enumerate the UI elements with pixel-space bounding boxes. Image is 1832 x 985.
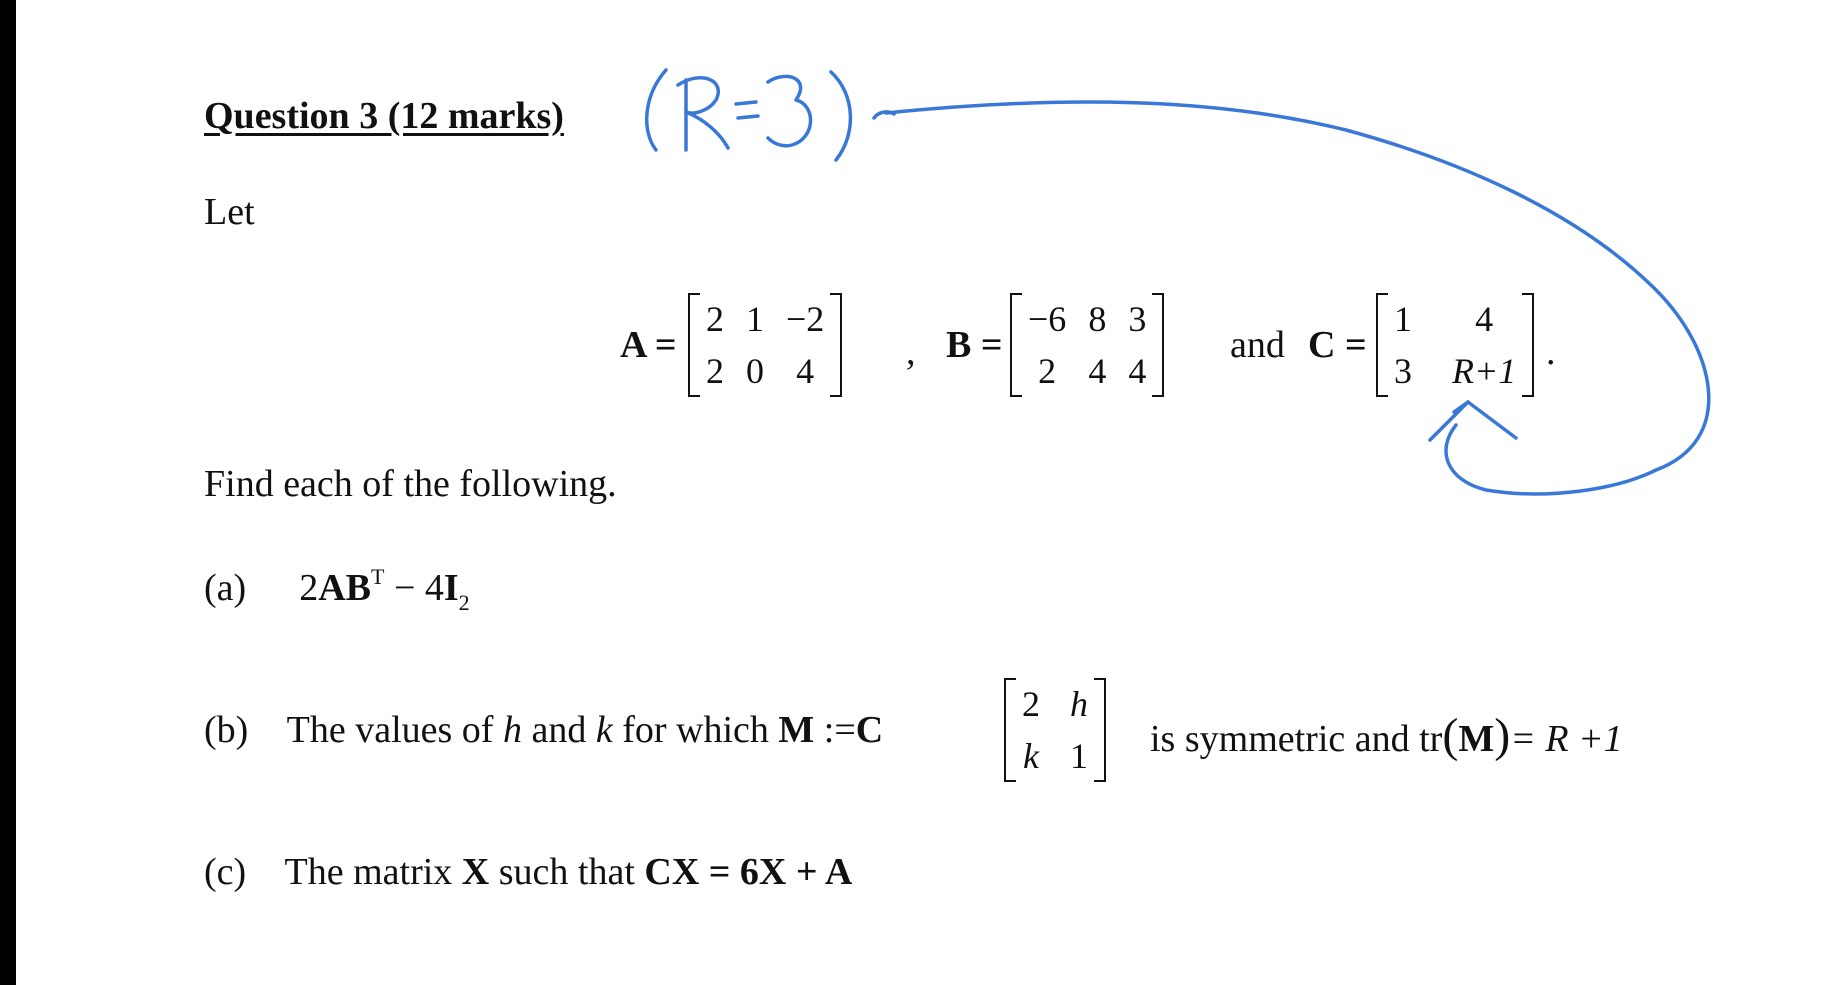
question-heading: Question 3 (12 marks)	[204, 95, 564, 137]
matrix-c-period: .	[1546, 331, 1556, 373]
var-h: h	[502, 709, 522, 751]
cell: 2	[706, 299, 724, 339]
subscript: 2	[458, 590, 470, 615]
cell: 2	[1022, 684, 1040, 724]
cell: 3	[1128, 299, 1147, 339]
cell: 1	[1394, 299, 1412, 339]
cell: 8	[1088, 299, 1107, 339]
text: is symmetric and	[1150, 718, 1410, 760]
part-b-tail: is symmetric and tr(M)= R +1	[1150, 709, 1623, 762]
cell: 3	[1394, 351, 1412, 391]
cell: −2	[786, 299, 825, 339]
text: The matrix	[284, 851, 453, 893]
transpose: T	[370, 564, 385, 589]
left-edge-bar	[0, 0, 16, 985]
cell: 2	[1038, 351, 1057, 391]
cell: k	[1023, 736, 1039, 776]
var-k: k	[595, 709, 613, 751]
part-c-label: (c)	[204, 851, 247, 893]
arrowhead-stroke	[1430, 402, 1516, 440]
minus: −	[393, 567, 416, 609]
question-page	[16, 0, 1832, 985]
handwritten-annotation	[16, 0, 1832, 985]
cell: 4	[1128, 351, 1147, 391]
matrix-product: AB	[318, 567, 371, 609]
open-paren-stroke	[647, 70, 666, 150]
part-b-label: (b)	[204, 709, 249, 751]
matrix-m: M	[778, 709, 815, 751]
equals-stroke	[736, 102, 758, 118]
matrix-a-comma: ,	[906, 331, 916, 373]
rhs: = R +1	[1510, 718, 1623, 760]
matrix-a-name: A =	[620, 324, 677, 366]
equation: CX = 6X + A	[644, 851, 853, 893]
text: The values of	[286, 709, 494, 751]
cell: 1	[746, 299, 764, 339]
arrow-start-hook	[874, 112, 894, 118]
and-word: and	[1230, 324, 1285, 366]
instruction-text: Find each of the following.	[204, 463, 617, 505]
intro-let: Let	[204, 191, 255, 233]
matrix-x: X	[461, 851, 490, 893]
cell: 2	[706, 351, 724, 391]
text: and	[531, 709, 587, 751]
coef: 2	[299, 567, 319, 609]
matrix-b-name: B =	[946, 324, 1003, 366]
part-a-label: (a)	[204, 567, 247, 609]
text: such that	[498, 851, 635, 893]
cell: 0	[746, 351, 764, 391]
defeq: :=	[823, 709, 856, 751]
cell: h	[1070, 684, 1088, 724]
matrix-m: M	[1458, 718, 1495, 760]
three-stroke	[768, 76, 811, 145]
cell: 4	[796, 351, 815, 391]
arrow-curve-stroke	[886, 102, 1709, 494]
text: for which	[622, 709, 769, 751]
matrix-c-name: C =	[1308, 324, 1367, 366]
identity: I	[443, 567, 459, 609]
cell: 1	[1070, 736, 1088, 776]
cell: 4	[1088, 351, 1107, 391]
coef: 4	[424, 567, 444, 609]
cell: R+1	[1452, 351, 1517, 391]
trace: tr	[1419, 718, 1443, 760]
matrix-c: C	[855, 709, 884, 751]
cell: 4	[1475, 299, 1494, 339]
close-paren-stroke	[831, 72, 850, 160]
cell: −6	[1028, 299, 1067, 339]
